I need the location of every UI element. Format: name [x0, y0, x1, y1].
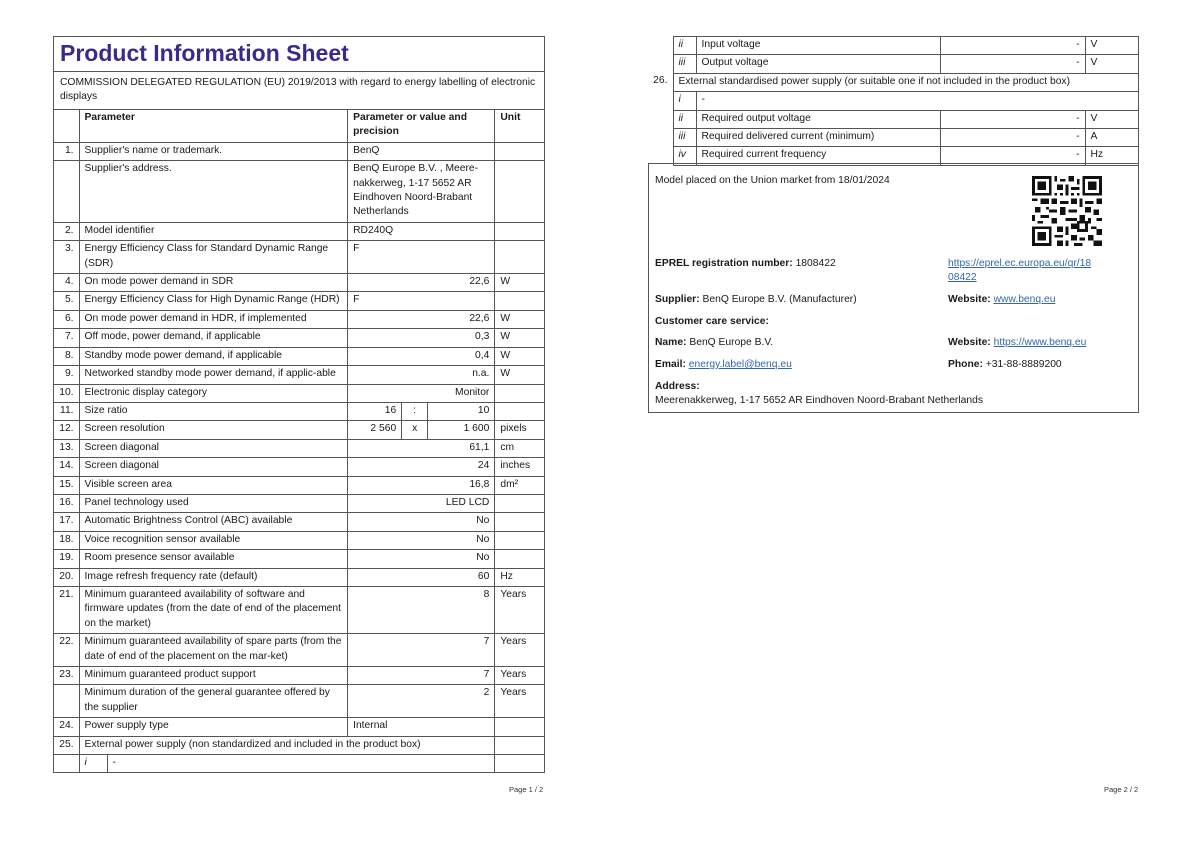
row-number: 3. — [54, 241, 79, 274]
row-value: No — [348, 531, 495, 549]
supplier-value: BenQ Europe B.V. (Manufacturer) — [702, 294, 857, 305]
table-row — [54, 718, 544, 736]
table-row — [648, 92, 1138, 110]
row-number: 2. — [54, 222, 79, 240]
roman-numeral: iii — [673, 129, 696, 147]
row-label: Model identifier — [79, 222, 348, 240]
row-label: Networked standby mode power demand, if applic-able — [79, 366, 348, 384]
row-value: 22,6 — [348, 274, 495, 292]
row-value: 8 — [348, 586, 495, 633]
table-row — [54, 568, 544, 586]
table-row — [54, 274, 544, 292]
header-parameter: Parameter — [79, 110, 348, 143]
row-value: - — [940, 129, 1085, 147]
row-label: External power supply (non standardized and included in the product box) — [79, 736, 495, 754]
row-label: Energy Efficiency Class for High Dynamic Range (HDR) — [79, 292, 348, 310]
row-number: 24. — [54, 718, 79, 736]
row-unit: W — [495, 347, 544, 365]
table-row — [54, 329, 544, 347]
row-value: F — [348, 292, 495, 310]
eprel-number: 1808422 — [795, 258, 836, 269]
table-row — [54, 384, 544, 402]
roman-numeral: iv — [673, 147, 696, 165]
row-value: 16,8 — [348, 476, 495, 494]
row-number: 20. — [54, 568, 79, 586]
header-value: Parameter or value and precision — [348, 110, 495, 143]
row-label: On mode power demand in SDR — [79, 274, 348, 292]
power-supply-table — [648, 36, 1139, 166]
row-label: Off mode, power demand, if applicable — [79, 329, 348, 347]
table-row — [648, 110, 1138, 128]
row-value: BenQ Europe B.V. , Meere-nakkerweg, 1-17 5652 AR Eindhoven Noord-Brabant Netherlands — [348, 161, 495, 223]
table-row — [54, 476, 544, 494]
roman-numeral: i — [80, 755, 108, 772]
row-unit: Years — [495, 667, 544, 685]
row-label: Standby mode power demand, if applicable — [79, 347, 348, 365]
page-1 — [53, 36, 545, 773]
roman-numeral: i — [673, 92, 696, 110]
row-number: 6. — [54, 310, 79, 328]
eprel-link[interactable]: https://eprel.ec.europa.eu/qr/18 08422 — [948, 258, 1092, 283]
row-number: 16. — [54, 494, 79, 512]
regulation-text: COMMISSION DELEGATED REGULATION (EU) 2019/2013 with regard to energy labelling of electronic displays — [54, 71, 544, 109]
row-label: Image refresh frequency rate (default) — [79, 568, 348, 586]
row-label: Panel technology used — [79, 494, 348, 512]
row-value: - — [940, 147, 1085, 165]
table-row — [54, 550, 544, 568]
row-value: Monitor — [348, 384, 495, 402]
row-number: 26. — [648, 73, 673, 91]
row-number: 25. — [54, 736, 79, 754]
row-value: - — [940, 55, 1085, 73]
row-unit: Hz — [1085, 147, 1138, 165]
row-value: 61,1 — [348, 439, 495, 457]
row-label: Power supply type — [79, 718, 348, 736]
table-row — [54, 755, 544, 773]
row-number: 18. — [54, 531, 79, 549]
name-label: Name: — [655, 337, 687, 348]
row-unit: V — [1085, 55, 1138, 73]
row-number: 15. — [54, 476, 79, 494]
row-label: Minimum guaranteed product support — [79, 667, 348, 685]
table-header-row — [54, 110, 544, 143]
table-row — [54, 494, 544, 512]
roman-numeral: iii — [673, 55, 696, 73]
row-value: BenQ — [348, 142, 495, 160]
row-label: Minimum guaranteed availability of software and firmware updates (from the date of end of the placement on the market) — [79, 586, 348, 633]
row-separator: : — [402, 402, 428, 420]
row-number: 19. — [54, 550, 79, 568]
table-row — [54, 458, 544, 476]
row-number: 10. — [54, 384, 79, 402]
row-value: Internal — [348, 718, 495, 736]
row-number: 4. — [54, 274, 79, 292]
header-unit: Unit — [495, 110, 544, 143]
row-unit: A — [1085, 129, 1138, 147]
row-value: - — [940, 110, 1085, 128]
table-row — [54, 421, 544, 439]
row-label: Energy Efficiency Class for Standard Dynamic Range (SDR) — [79, 241, 348, 274]
row-separator: x — [402, 421, 428, 439]
row-unit: V — [1085, 37, 1138, 55]
row-number: 14. — [54, 458, 79, 476]
row-label: Screen diagonal — [79, 439, 348, 457]
row-number: 22. — [54, 634, 79, 667]
table-row — [54, 634, 544, 667]
row-value: LED LCD — [348, 494, 495, 512]
row-label: Minimum guaranteed availability of spare parts (from the date of end of the placement on the mar-ket) — [79, 634, 348, 667]
website-link-1[interactable]: www.benq.eu — [993, 294, 1056, 305]
table-row — [54, 142, 544, 160]
market-date: Model placed on the Union market from 18/01/2024 — [655, 175, 890, 186]
table-row — [54, 685, 544, 718]
row-value: - — [112, 757, 116, 769]
table-row — [54, 292, 544, 310]
row-number: 5. — [54, 292, 79, 310]
phone-value: +31-88-8889200 — [985, 359, 1062, 370]
roman-numeral: ii — [673, 110, 696, 128]
row-label: External standardised power supply (or suitable one if not included in the product box) — [673, 73, 1138, 91]
table-row — [648, 129, 1138, 147]
row-label: Room presence sensor available — [79, 550, 348, 568]
table-row — [54, 347, 544, 365]
row-unit: Years — [495, 634, 544, 667]
row-number: 8. — [54, 347, 79, 365]
row-label: Screen diagonal — [79, 458, 348, 476]
table-row — [54, 667, 544, 685]
row-number: 12. — [54, 421, 79, 439]
row-value: 24 — [348, 458, 495, 476]
row-label: Supplier's address. — [79, 161, 348, 223]
row-unit: W — [495, 329, 544, 347]
email-link[interactable]: energy.label@benq.eu — [688, 359, 792, 370]
row-number: 23. — [54, 667, 79, 685]
table-row — [54, 736, 544, 754]
row-number: 21. — [54, 586, 79, 633]
row-unit: inches — [495, 458, 544, 476]
supplier-label: Supplier: — [655, 294, 700, 305]
row-label: Output voltage — [696, 55, 940, 73]
table-row — [648, 73, 1138, 91]
row-value: - — [696, 92, 1138, 110]
table-row — [648, 37, 1138, 55]
row-value: No — [348, 513, 495, 531]
row-unit: W — [495, 310, 544, 328]
address-label: Address: — [655, 381, 700, 392]
row-label: Input voltage — [696, 37, 940, 55]
name-value: BenQ Europe B.V. — [689, 337, 774, 348]
page-footer-1: Page 1 / 2 — [509, 785, 544, 794]
table-row — [54, 402, 544, 420]
row-label: Supplier's name or trademark. — [79, 142, 348, 160]
row-label: Voice recognition sensor available — [79, 531, 348, 549]
row-label: Required delivered current (minimum) — [696, 129, 940, 147]
row-value: 7 — [348, 667, 495, 685]
row-value: 2 — [348, 685, 495, 718]
row-label: Size ratio — [79, 402, 348, 420]
page-title: Product Information Sheet — [60, 40, 349, 66]
row-label: Minimum duration of the general guarantee offered by the supplier — [79, 685, 348, 718]
email-label: Email: — [655, 359, 686, 370]
table-row — [54, 531, 544, 549]
row-unit: pixels — [495, 421, 544, 439]
row-label: Required output voltage — [696, 110, 940, 128]
supplier-info-box — [648, 163, 1139, 413]
row-number: 11. — [54, 402, 79, 420]
table-row — [54, 241, 544, 274]
row-number: 7. — [54, 329, 79, 347]
row-unit: Years — [495, 586, 544, 633]
row-unit: V — [1085, 110, 1138, 128]
row-value: n.a. — [348, 366, 495, 384]
table-row — [54, 310, 544, 328]
eprel-label: EPREL registration number: — [655, 258, 793, 269]
row-number: 1. — [54, 142, 79, 160]
table-row — [648, 55, 1138, 73]
address-value: Meerenakkerweg, 1-17 5652 AR Eindhoven Noord-Brabant Netherlands — [655, 395, 983, 406]
website-label: Website: — [948, 337, 991, 348]
row-value-2: 10 — [428, 402, 495, 420]
table-row — [54, 513, 544, 531]
row-label: Visible screen area — [79, 476, 348, 494]
website-link-2[interactable]: https://www.benq.eu — [993, 337, 1087, 348]
row-value: 60 — [348, 568, 495, 586]
page-footer-2: Page 2 / 2 — [1104, 785, 1139, 794]
row-unit: W — [495, 274, 544, 292]
table-row — [54, 366, 544, 384]
row-number: 17. — [54, 513, 79, 531]
row-value: No — [348, 550, 495, 568]
row-unit: dm² — [495, 476, 544, 494]
row-unit: cm — [495, 439, 544, 457]
row-label: Required current frequency — [696, 147, 940, 165]
website-label: Website: — [948, 294, 991, 305]
row-number: 13. — [54, 439, 79, 457]
phone-label: Phone: — [948, 359, 983, 370]
table-row — [54, 439, 544, 457]
row-value: 0,3 — [348, 329, 495, 347]
row-unit: W — [495, 366, 544, 384]
table-row — [54, 161, 544, 223]
row-value: - — [940, 37, 1085, 55]
customer-care-label: Customer care service: — [655, 316, 769, 327]
row-value: 7 — [348, 634, 495, 667]
row-unit: Hz — [495, 568, 544, 586]
row-label: Electronic display category — [79, 384, 348, 402]
row-value: 0,4 — [348, 347, 495, 365]
row-value-1: 16 — [348, 402, 402, 420]
row-label: Automatic Brightness Control (ABC) available — [79, 513, 348, 531]
qr-code-icon — [1032, 176, 1102, 246]
roman-numeral: ii — [673, 37, 696, 55]
row-value-2: 1 600 — [428, 421, 495, 439]
row-label: Screen resolution — [79, 421, 348, 439]
row-value: 22,6 — [348, 310, 495, 328]
row-value: RD240Q — [348, 222, 495, 240]
product-info-table — [54, 109, 544, 772]
table-row — [54, 222, 544, 240]
row-number: 9. — [54, 366, 79, 384]
row-unit: Years — [495, 685, 544, 718]
row-label: On mode power demand in HDR, if implemented — [79, 310, 348, 328]
row-value: F — [348, 241, 495, 274]
table-row — [54, 586, 544, 633]
row-value-1: 2 560 — [348, 421, 402, 439]
